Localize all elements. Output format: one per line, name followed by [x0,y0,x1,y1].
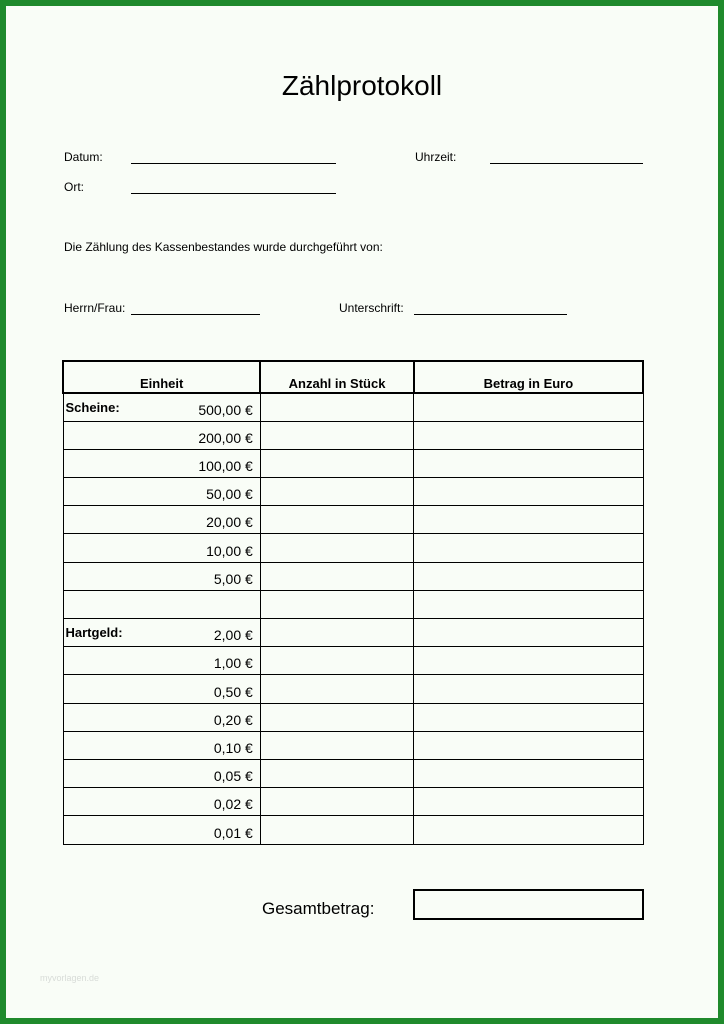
denomination-value: 10,00 € [206,542,253,559]
anzahl-input-cell[interactable] [260,393,414,421]
watermark: myvorlagen.de [40,973,100,983]
table-row [63,675,643,703]
betrag-input-cell[interactable] [414,506,643,534]
total-amount-box[interactable] [413,889,644,920]
uhrzeit-field-line[interactable] [490,163,643,164]
betrag-input-cell[interactable] [414,449,643,477]
unit-cell [63,421,260,449]
unit-cell [63,534,260,562]
unterschrift-field-line[interactable] [414,314,567,315]
group-label: Hartgeld: [65,625,123,640]
anzahl-input-cell[interactable] [260,675,414,703]
group-label: Scheine: [65,400,120,415]
header-einheit: Einheit [63,361,260,393]
denomination-value: 100,00 € [198,458,253,475]
betrag-input-cell[interactable] [414,393,643,421]
unit-cell [63,703,260,731]
betrag-input-cell[interactable] [414,703,643,731]
denomination-value: 50,00 € [206,486,253,503]
anzahl-input-cell[interactable] [260,478,414,506]
ort-field-line[interactable] [131,193,336,194]
table-row [63,731,643,759]
unit-cell [63,562,260,590]
anzahl-input-cell[interactable] [260,449,414,477]
anzahl-input-cell[interactable] [260,619,414,647]
betrag-input-cell[interactable] [414,816,643,844]
denomination-value: 0,10 € [213,739,253,756]
table-row [63,759,643,787]
unit-cell [63,449,260,477]
table-row [63,506,643,534]
anzahl-input-cell[interactable] [260,703,414,731]
denomination-value: 1,00 € [213,655,253,672]
header-betrag: Betrag in Euro [414,361,643,393]
denomination-value: 0,02 € [213,796,253,813]
datum-field-line[interactable] [131,163,336,164]
table-row [63,449,643,477]
unit-cell [63,590,260,618]
table-row [63,647,643,675]
unit-cell [63,506,260,534]
unit-cell [63,393,260,421]
unit-cell [63,619,260,647]
table-row [63,788,643,816]
anzahl-input-cell[interactable] [260,788,414,816]
table-row [63,703,643,731]
unit-cell [63,731,260,759]
count-table [62,360,644,845]
denomination-value: 0,50 € [213,683,253,700]
unit-cell [63,788,260,816]
betrag-input-cell[interactable] [414,675,643,703]
betrag-input-cell[interactable] [414,759,643,787]
anzahl-input-cell[interactable] [260,421,414,449]
anzahl-input-cell[interactable] [260,647,414,675]
denomination-value: 0,01 € [213,824,253,841]
denomination-value: 2,00 € [213,627,253,644]
herrn-frau-field-line[interactable] [131,314,260,315]
betrag-input-cell[interactable] [414,590,643,618]
denomination-value: 500,00 € [198,401,253,418]
anzahl-input-cell[interactable] [260,731,414,759]
betrag-input-cell[interactable] [414,478,643,506]
anzahl-input-cell[interactable] [260,506,414,534]
table-row [63,478,643,506]
denomination-value: 0,05 € [213,768,253,785]
unit-cell [63,675,260,703]
header-anzahl: Anzahl in Stück [260,361,414,393]
betrag-input-cell[interactable] [414,788,643,816]
anzahl-input-cell[interactable] [260,534,414,562]
betrag-input-cell[interactable] [414,731,643,759]
table-row [63,562,643,590]
denomination-value: 20,00 € [206,514,253,531]
table-row [63,816,643,844]
table-row [63,393,643,421]
unterschrift-label: Unterschrift: [339,301,404,315]
intro-text: Die Zählung des Kassenbestandes wurde durchgeführt von: [64,240,383,254]
betrag-input-cell[interactable] [414,647,643,675]
total-label: Gesamtbetrag: [262,899,375,918]
unit-cell [63,647,260,675]
betrag-input-cell[interactable] [414,534,643,562]
table-row [63,619,643,647]
table-row [63,534,643,562]
datum-label: Datum: [64,150,103,164]
unit-cell [63,478,260,506]
anzahl-input-cell[interactable] [260,590,414,618]
herrn-frau-label: Herrn/Frau: [64,301,126,315]
anzahl-input-cell[interactable] [260,759,414,787]
table-row [63,590,643,618]
anzahl-input-cell[interactable] [260,562,414,590]
table-header-row [63,361,643,393]
denomination-value: 5,00 € [213,570,253,587]
betrag-input-cell[interactable] [414,562,643,590]
anzahl-input-cell[interactable] [260,816,414,844]
table-row [63,421,643,449]
denomination-value: 200,00 € [198,429,253,446]
denomination-value: 0,20 € [213,711,253,728]
page-title: Zählprotokoll [281,70,443,101]
uhrzeit-label: Uhrzeit: [415,150,457,164]
betrag-input-cell[interactable] [414,421,643,449]
ort-label: Ort: [64,180,84,194]
unit-cell [63,759,260,787]
unit-cell [63,816,260,844]
betrag-input-cell[interactable] [414,619,643,647]
